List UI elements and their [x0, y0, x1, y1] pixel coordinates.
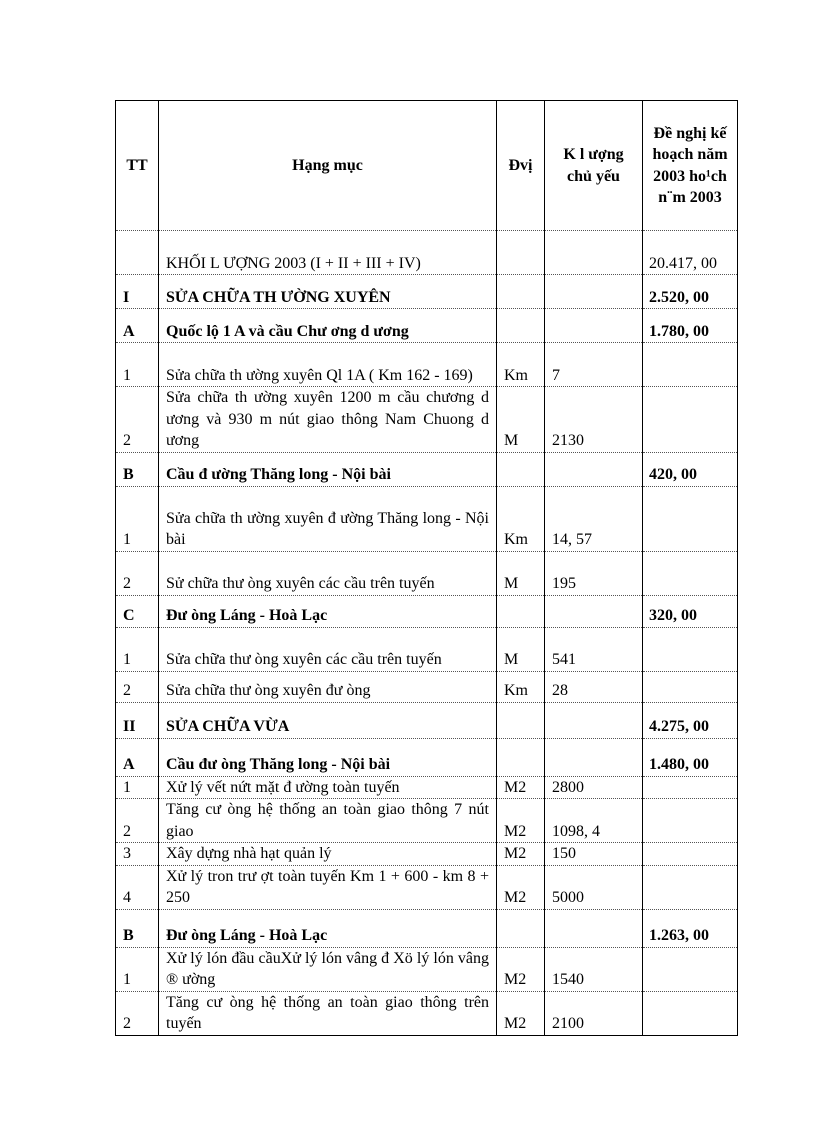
table-row — [116, 671, 738, 702]
row-tt: 1 — [116, 343, 159, 387]
row-tt: 2 — [116, 387, 159, 453]
row-item: Sử chữa thư òng xuyên các cầu trên tuyến — [159, 551, 497, 595]
table-row — [116, 843, 738, 866]
row-item: Sửa chữa th ường xuyên đ ường Thăng long - Nội bài — [159, 486, 497, 551]
row-tt: 2 — [116, 671, 159, 702]
row-unit: M — [497, 627, 545, 671]
row-plan: 320, 00 — [643, 595, 738, 627]
row-tt: 4 — [116, 865, 159, 909]
row-tt: 1 — [116, 486, 159, 551]
table-row — [116, 991, 738, 1035]
table-row — [116, 595, 738, 627]
row-item: Tăng cư òng hệ thống an toàn giao thông trên tuyến — [159, 991, 497, 1035]
row-item: Sửa chữa th ường xuyên 1200 m cầu chương d ương và 930 m nút giao thông Nam Chuong d ương — [159, 387, 497, 453]
table-row — [116, 865, 738, 909]
row-unit: M2 — [497, 991, 545, 1035]
row-quantity — [545, 909, 643, 947]
row-unit — [497, 702, 545, 738]
table-row — [116, 452, 738, 486]
row-plan — [643, 776, 738, 799]
row-plan — [643, 865, 738, 909]
table-body — [116, 231, 738, 1036]
table-row — [116, 702, 738, 738]
row-unit: M — [497, 551, 545, 595]
table-row — [116, 387, 738, 453]
row-plan — [643, 991, 738, 1035]
row-item: Sửa chữa thư òng xuyên các cầu trên tuyến — [159, 627, 497, 671]
row-unit: M — [497, 387, 545, 453]
row-item: Xử lý tron trư ợt toàn tuyến Km 1 + 600 - km 8 + 250 — [159, 865, 497, 909]
row-item: Xây dựng nhà hạt quản lý — [159, 843, 497, 866]
row-plan — [643, 843, 738, 866]
table-row — [116, 799, 738, 843]
row-tt: 1 — [116, 627, 159, 671]
row-item: Quốc lộ 1 A và cầu Chư ơng d ương — [159, 309, 497, 343]
row-quantity — [545, 702, 643, 738]
row-item: Cầu đ ường Thăng long - Nội bài — [159, 452, 497, 486]
plan-table — [115, 100, 738, 1036]
row-plan: 4.275, 00 — [643, 702, 738, 738]
row-unit — [497, 595, 545, 627]
row-item: Đư òng Láng - Hoà Lạc — [159, 909, 497, 947]
row-plan — [643, 486, 738, 551]
row-tt: C — [116, 595, 159, 627]
row-item: Xử lý vết nứt mặt đ ường toàn tuyến — [159, 776, 497, 799]
row-tt: B — [116, 452, 159, 486]
row-tt: II — [116, 702, 159, 738]
table-row — [116, 309, 738, 343]
row-tt: 3 — [116, 843, 159, 866]
row-quantity: 2100 — [545, 991, 643, 1035]
row-item: SỬA CHỮA VỪA — [159, 702, 497, 738]
row-plan: 420, 00 — [643, 452, 738, 486]
row-plan: 2.520, 00 — [643, 275, 738, 309]
row-quantity: 1540 — [545, 947, 643, 991]
row-quantity — [545, 275, 643, 309]
header-item: Hạng mục — [159, 101, 497, 231]
row-quantity: 28 — [545, 671, 643, 702]
row-tt: B — [116, 909, 159, 947]
row-plan — [643, 343, 738, 387]
row-quantity — [545, 309, 643, 343]
row-unit — [497, 909, 545, 947]
row-plan — [643, 551, 738, 595]
row-quantity — [545, 738, 643, 776]
row-plan — [643, 671, 738, 702]
row-item: SỬA CHỮA TH ƯỜNG XUYÊN — [159, 275, 497, 309]
table-row — [116, 627, 738, 671]
row-item: Cầu đư òng Thăng long - Nội bài — [159, 738, 497, 776]
table-row — [116, 738, 738, 776]
row-unit: M2 — [497, 799, 545, 843]
row-unit: M2 — [497, 776, 545, 799]
table-row — [116, 947, 738, 991]
row-tt: 2 — [116, 991, 159, 1035]
row-quantity: 2130 — [545, 387, 643, 453]
row-unit: Km — [497, 671, 545, 702]
row-quantity: 195 — [545, 551, 643, 595]
table-header-row — [116, 101, 738, 231]
row-tt: A — [116, 309, 159, 343]
row-tt — [116, 231, 159, 275]
row-quantity: 14, 57 — [545, 486, 643, 551]
row-plan: 1.263, 00 — [643, 909, 738, 947]
row-unit: Km — [497, 343, 545, 387]
header-tt: TT — [116, 101, 159, 231]
row-item: Xử lý lón đầu cầuXử lý lón vâng đ Xö lý lón vâng ® ường — [159, 947, 497, 991]
header-plan-2003: Đề nghị kế hoạch năm 2003 ho¹ch n¨m 2003 — [643, 101, 738, 231]
row-item: Sửa chữa th ường xuyên Ql 1A ( Km 162 - 169) — [159, 343, 497, 387]
row-item: Tăng cư òng hệ thống an toàn giao thông 7 nút giao — [159, 799, 497, 843]
row-tt: I — [116, 275, 159, 309]
row-quantity: 541 — [545, 627, 643, 671]
row-plan — [643, 387, 738, 453]
row-plan — [643, 947, 738, 991]
row-unit — [497, 309, 545, 343]
row-item: Sửa chữa thư òng xuyên đư òng — [159, 671, 497, 702]
row-tt: A — [116, 738, 159, 776]
row-plan: 1.480, 00 — [643, 738, 738, 776]
row-item: Đư òng Láng - Hoà Lạc — [159, 595, 497, 627]
table-row — [116, 486, 738, 551]
header-quantity: K l ượng chủ yếu — [545, 101, 643, 231]
row-unit — [497, 275, 545, 309]
row-unit — [497, 231, 545, 275]
row-quantity: 150 — [545, 843, 643, 866]
row-unit: M2 — [497, 865, 545, 909]
row-quantity: 7 — [545, 343, 643, 387]
table-row — [116, 551, 738, 595]
row-unit: Km — [497, 486, 545, 551]
row-quantity — [545, 231, 643, 275]
table-row — [116, 909, 738, 947]
row-quantity — [545, 452, 643, 486]
row-unit: M2 — [497, 947, 545, 991]
row-plan — [643, 627, 738, 671]
row-plan: 1.780, 00 — [643, 309, 738, 343]
table-row — [116, 275, 738, 309]
row-unit: M2 — [497, 843, 545, 866]
table-row — [116, 776, 738, 799]
row-quantity: 2800 — [545, 776, 643, 799]
row-tt: 2 — [116, 799, 159, 843]
table-row — [116, 343, 738, 387]
row-tt: 2 — [116, 551, 159, 595]
row-quantity: 1098, 4 — [545, 799, 643, 843]
row-item: KHỐI L ƯỢNG 2003 (I + II + III + IV) — [159, 231, 497, 275]
row-tt: 1 — [116, 776, 159, 799]
row-unit — [497, 738, 545, 776]
header-unit: Đvị — [497, 101, 545, 231]
table-row — [116, 231, 738, 275]
row-quantity: 5000 — [545, 865, 643, 909]
row-plan — [643, 799, 738, 843]
row-unit — [497, 452, 545, 486]
row-quantity — [545, 595, 643, 627]
row-plan: 20.417, 00 — [643, 231, 738, 275]
row-tt: 1 — [116, 947, 159, 991]
